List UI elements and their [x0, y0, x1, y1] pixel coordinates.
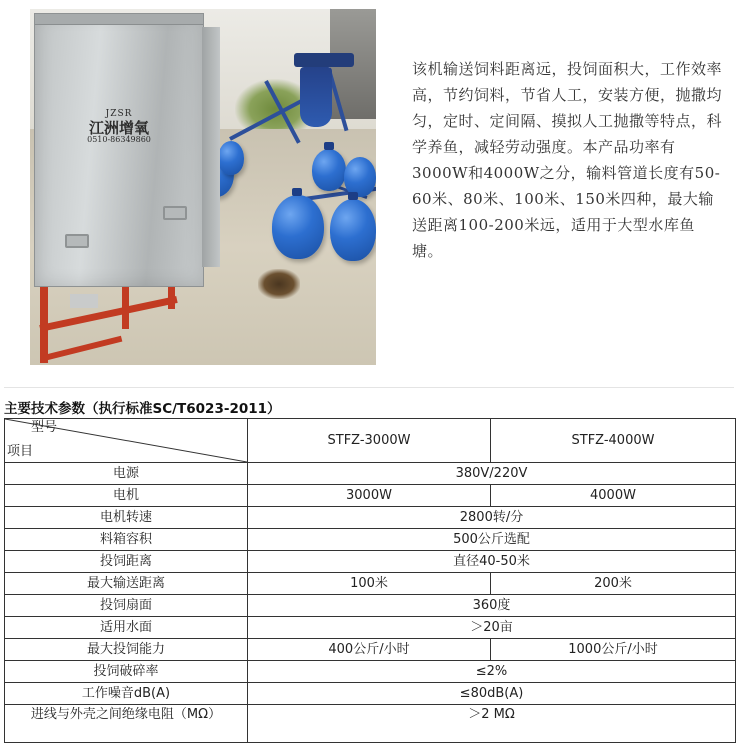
table-row: [5, 683, 736, 705]
control-box-lid: [35, 14, 203, 25]
model-header-1: STFZ-4000W: [491, 419, 736, 463]
row-label: 工作噪音dB(A): [5, 683, 248, 705]
row-label: 投饲破碎率: [5, 661, 248, 683]
table-row: [5, 639, 736, 661]
row-value: ＞2 MΩ: [248, 705, 736, 743]
feed-pile: [258, 269, 300, 299]
row-value: 直径40-50米: [248, 551, 736, 573]
model-header-0: STFZ-3000W: [248, 419, 491, 463]
row-label: 电机: [5, 485, 248, 507]
row-value: 100米: [248, 573, 491, 595]
float-cap: [292, 188, 302, 196]
table-row: [5, 507, 736, 529]
brand-phone: 0510-86349860: [87, 135, 151, 145]
table-row: [5, 463, 736, 485]
row-value: 2800转/分: [248, 507, 736, 529]
row-value: 500公斤选配: [248, 529, 736, 551]
row-label: 电源: [5, 463, 248, 485]
blue-float: [344, 157, 376, 197]
row-value: 400公斤/小时: [248, 639, 491, 661]
row-label: 进线与外壳之间绝缘电阻（MΩ）: [5, 705, 248, 743]
control-box-side: [202, 27, 220, 267]
table-row: [5, 529, 736, 551]
row-value: ＞20亩: [248, 617, 736, 639]
spec-table: [4, 418, 736, 743]
table-row: [5, 661, 736, 683]
blue-float: [218, 141, 244, 175]
row-value: 4000W: [491, 485, 736, 507]
divider: [4, 387, 734, 388]
table-row: [5, 551, 736, 573]
blue-float: [312, 149, 346, 191]
row-label: 最大投饲能力: [5, 639, 248, 661]
row-label: 电机转速: [5, 507, 248, 529]
box-handle: [65, 234, 89, 248]
row-label: 投饲距离: [5, 551, 248, 573]
row-value: 200米: [491, 573, 736, 595]
table-row: [5, 705, 736, 743]
float-cap: [324, 142, 334, 150]
row-label: 投饲扇面: [5, 595, 248, 617]
feeder-motor: [294, 53, 354, 67]
table-row: [5, 617, 736, 639]
corner-item-label: 项目: [7, 444, 34, 459]
corner-model-label: 型号: [30, 420, 57, 435]
row-label: 适用水面: [5, 617, 248, 639]
table-caption: 主要技术参数（执行标准SC/T6023-2011）: [4, 401, 281, 417]
corner-cell: [5, 419, 248, 463]
brand-label: [79, 110, 159, 145]
box-handle: [163, 206, 187, 220]
row-label: 最大输送距离: [5, 573, 248, 595]
table-header-row: [5, 419, 736, 463]
row-value: 380V/220V: [248, 463, 736, 485]
product-description: 该机输送饲料距离远，投饲面积大，工作效率高，节约饲料，节省人工，安装方便，抛撒均匀，定时、定间隔、摸拟人工抛撒等特点，科学养鱼，减轻劳动强度。本产品功率有3000W和4000W之分，输料管道长度有50-60米、80米、100米、150米四种，最大输送距离100-200米远，适用于大型水库鱼塘。: [412, 60, 723, 260]
table-row: [5, 573, 736, 595]
blue-float: [272, 195, 324, 259]
row-value: 3000W: [248, 485, 491, 507]
brand-en: JZSR: [105, 109, 133, 119]
brick: [70, 294, 98, 308]
row-value: ≤80dB(A): [248, 683, 736, 705]
control-box: [34, 13, 204, 287]
row-value: 1000公斤/小时: [491, 639, 736, 661]
row-value: 360度: [248, 595, 736, 617]
brand-cn: 江洲增氧: [88, 118, 149, 137]
table-row: [5, 595, 736, 617]
table-row: [5, 485, 736, 507]
row-value: ≤2%: [248, 661, 736, 683]
row-label: 料箱容积: [5, 529, 248, 551]
float-cap: [348, 192, 358, 200]
product-photo: [30, 9, 376, 365]
feeder-hopper: [300, 67, 332, 127]
blue-float: [330, 199, 376, 261]
